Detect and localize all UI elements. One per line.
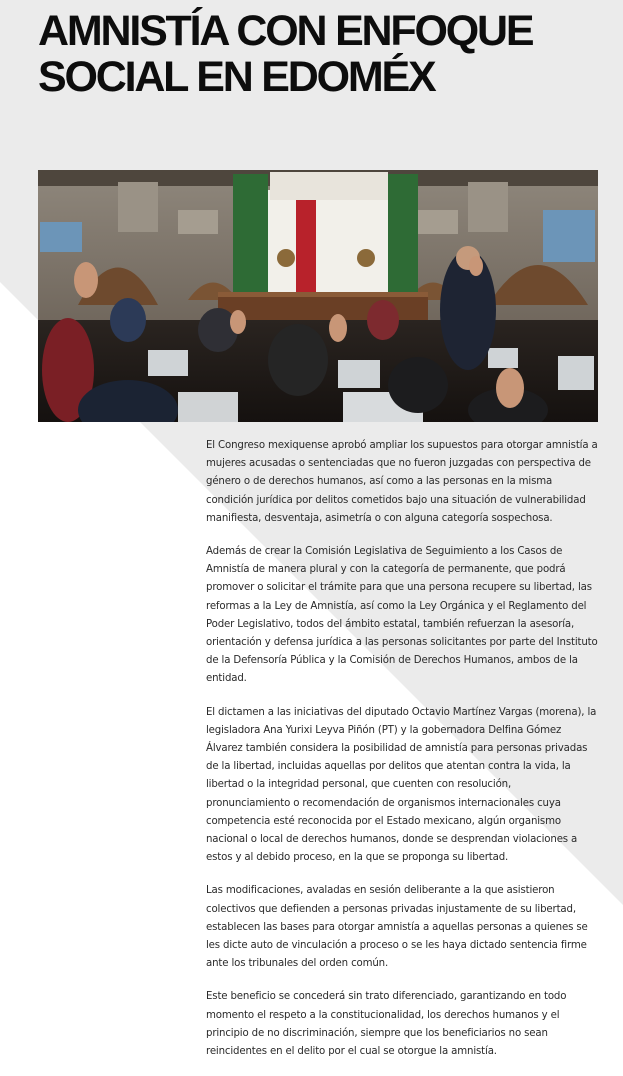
article-paragraph-3: El dictamen a las iniciativas del diputado Octavio Martínez Vargas (morena), la legisladora Ana Yurixi Leyva Piñón (PT) y la gobernadora Delfina Gómez Álvarez también considera la posibilidad de amnistía para personas privadas de la libertad, incluidas aquellas por delitos que atentan contra la vida, la libertad o la integridad personal, que cuenten con resolución, pronunciamiento o recomendación de organismos internacionales cuya competencia esté reconocida por el Estado mexicano, algún organismo nacional o local de derechos humanos, donde se desprendan violaciones a estos y al debido proceso, en la que se proponga su libertad. — [206, 706, 597, 864]
article-paragraph-2: Además de crear la Comisión Legislativa de Seguimiento a los Casos de Amnistía de manera plural y con la categoría de permanente, que podrá promover o solicitar el trámite para que una persona recupere su libertad, las reformas a la Ley de Amnistía, así como la Ley Orgánica y el Reglamento del Poder Legislativo, todos del ámbito estatal, también refuerzan la asesoría, orientación y defensa jurídica a las personas solicitantes por parte del Instituto de la Defensoría Pública y la Comisión de Derechos Humanos, ambos de la entidad. — [206, 546, 598, 685]
article-paragraph-5: Este beneficio se concederá sin trato diferenciado, garantizando en todo momento el respeto a la constitucionalidad, los derechos humanos y el principio de no discriminación, siempre que los beneficiarios no sean reincidentes en el delito por el cual se otorgue la amnistía. — [206, 991, 567, 1058]
article-paragraph-4: Las modificaciones, avaladas en sesión deliberante a la que asistieron colectivos que defienden a personas privadas injustamente de su libertad, establecen las bases para otorgar amnistía a aquellas personas a quienes se les dicte auto de vinculación a proceso o se les haya dictado sentencia firme ante los tribunales del orden común. — [206, 885, 588, 970]
session-photo — [38, 170, 598, 422]
article-headline: AMNISTÍA CON ENFOQUE SOCIAL EN EDOMÉX — [38, 7, 533, 101]
article-body — [206, 437, 598, 1076]
article-paragraph-1: El Congreso mexiquense aprobó ampliar los supuestos para otorgar amnistía a mujeres acusadas o sentenciadas que no fueron juzgadas con perspectiva de género o de derechos humanos, así como a las personas en la misma condición jurídica por delitos cometidos bajo una situación de vulnerabilidad manifiesta, desventaja, asimetría o con alguna categoría sospechosa. — [206, 440, 598, 524]
